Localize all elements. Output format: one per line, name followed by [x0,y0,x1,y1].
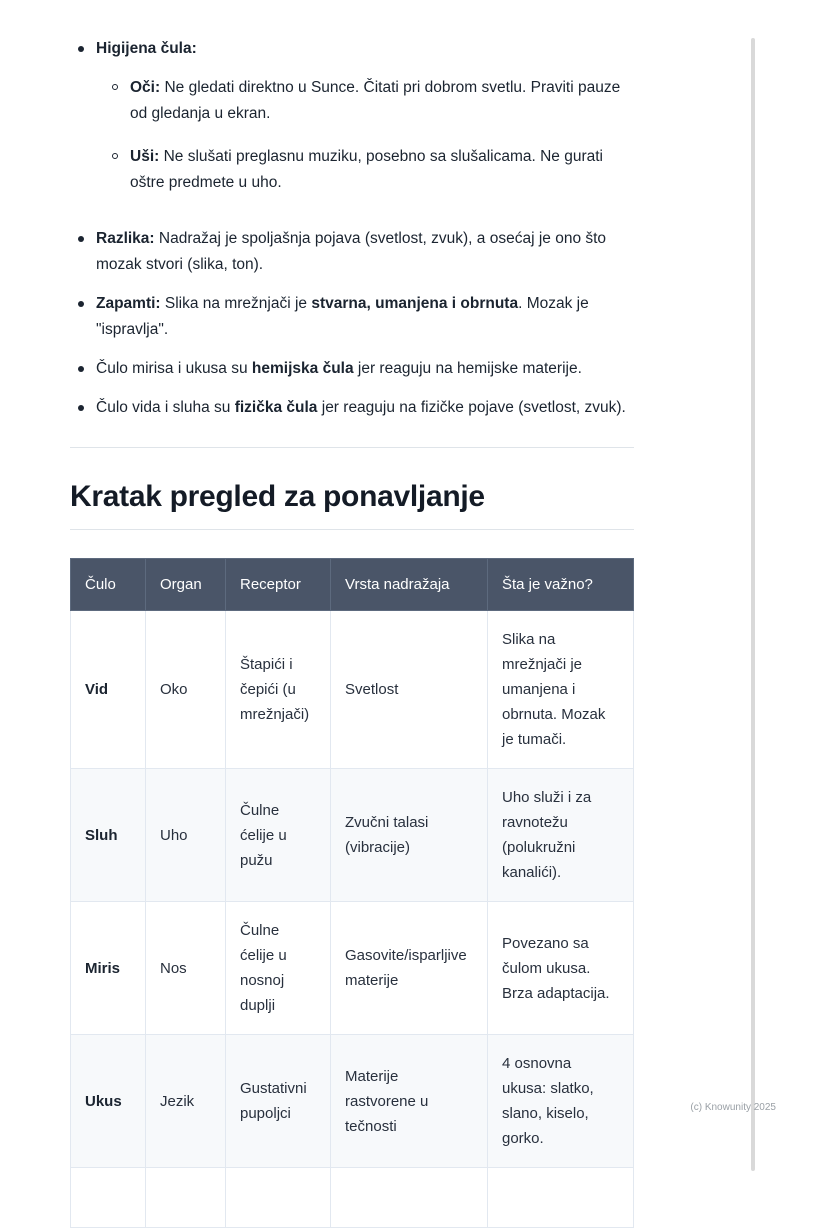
table-cell: Povezano sa čulom ukusa. Brza adaptacija. [488,902,634,1035]
table-cell: Uho služi i za ravnotežu (polukružni kanalići). [488,769,634,902]
list-item-text [130,75,634,127]
scrollbar[interactable] [751,38,755,1171]
table-cell: Gustativni pupoljci [226,1035,331,1168]
column-header-culo: Čulo [71,559,146,611]
table-cell: Nos [146,902,226,1035]
table-cell: Zvučni talasi (vibracije) [331,769,488,902]
table-cell: 4 osnovna ukusa: slatko, slano, kiselo, gorko. [488,1035,634,1168]
table-row [71,902,634,1035]
column-header-receptor: Receptor [226,559,331,611]
list-item-body: Čulo mirisa i ukusa su [96,360,252,377]
table-cell: Svetlost [331,611,488,769]
section-divider [70,447,634,448]
list-item [104,144,634,196]
list-item-body: jer reaguju na fizičke pojave (svetlost, zvuk). [317,399,626,416]
bullet-list [70,36,634,421]
list-item [70,36,634,213]
table-cell: Miris [71,902,146,1035]
summary-table [70,558,634,1228]
table-cell: Čulne ćelije u pužu [226,769,331,902]
list-item-label: Razlika: [96,230,155,247]
list-item-label: Higijena čula: [96,40,197,57]
table-cell: Slika na mrežnjači je umanjena i obrnuta. Mozak je tumači. [488,611,634,769]
list-item-label: Oči: [130,79,161,96]
column-header-vrsta-nadrazaja: Vrsta nadražaja [331,559,488,611]
list-item-body: Čulo vida i sluha su [96,399,235,416]
table-cell: Oko [146,611,226,769]
list-item-body: Ne gledati direktno u Sunce. Čitati pri dobrom svetlu. Praviti pauze od gledanja u ekran. [130,79,621,122]
table-cell: Gasovite/isparljive materije [331,902,488,1035]
table-cell [71,1168,146,1228]
list-item-body: Ne slušati preglasnu muziku, posebno sa slušalicama. Ne gurati oštre predmete u uho. [130,148,603,191]
list-item [70,291,634,343]
table-cell: Jezik [146,1035,226,1168]
table-cell [146,1168,226,1228]
bullet-icon [78,366,84,372]
circle-bullet-icon [112,84,118,90]
list-item-text [96,395,634,421]
list-item-body: jer reaguju na hemijske materije. [353,360,582,377]
list-item-emphasis: stvarna, umanjena i obrnuta [311,295,519,312]
table-cell: Sluh [71,769,146,902]
document-page [70,36,634,1228]
list-item-body: Nadražaj je spoljašnja pojava (svetlost, zvuk), a osećaj je ono što mozak stvori (slika, ton). [96,230,607,273]
circle-bullet-icon [112,153,118,159]
table-cell [488,1168,634,1228]
table-cell: Ukus [71,1035,146,1168]
table-cell [331,1168,488,1228]
watermark: (c) Knowunity 2025 [690,1102,776,1113]
table-cell: Uho [146,769,226,902]
list-item-body: . Mozak je "ispravlja". [96,295,589,338]
table-cell: Štapići i čepići (u mrežnjači) [226,611,331,769]
table-header-row [71,559,634,611]
bullet-icon [78,301,84,307]
list-item-text [96,226,634,278]
list-item-emphasis: fizička čula [234,399,318,416]
list-item-label: Uši: [130,148,160,165]
list-item-text [96,291,634,343]
table-cell: Vid [71,611,146,769]
list-item-text [96,356,634,382]
bullet-icon [78,236,84,242]
list-item-emphasis: hemijska čula [251,360,354,377]
table-cell: Čulne ćelije u nosnoj duplji [226,902,331,1035]
list-item-text [130,144,634,196]
list-item [70,356,634,382]
list-item-text [96,36,634,213]
list-item-label: Zapamti: [96,295,161,312]
sub-bullet-list [104,75,634,196]
table-cell [226,1168,331,1228]
list-item-body: Slika na mrežnjači je [160,295,312,312]
table-row [71,769,634,902]
list-item [70,395,634,421]
table-row [71,1035,634,1168]
list-item [70,226,634,278]
section-heading: Kratak pregled za ponavljanje [70,480,634,530]
table-row [71,611,634,769]
column-header-sta-je-vazno: Šta je važno? [488,559,634,611]
bullet-icon [78,405,84,411]
table-cell: Materije rastvorene u tečnosti [331,1035,488,1168]
table-row [71,1168,634,1228]
column-header-organ: Organ [146,559,226,611]
bullet-icon [78,46,84,52]
list-item [104,75,634,127]
